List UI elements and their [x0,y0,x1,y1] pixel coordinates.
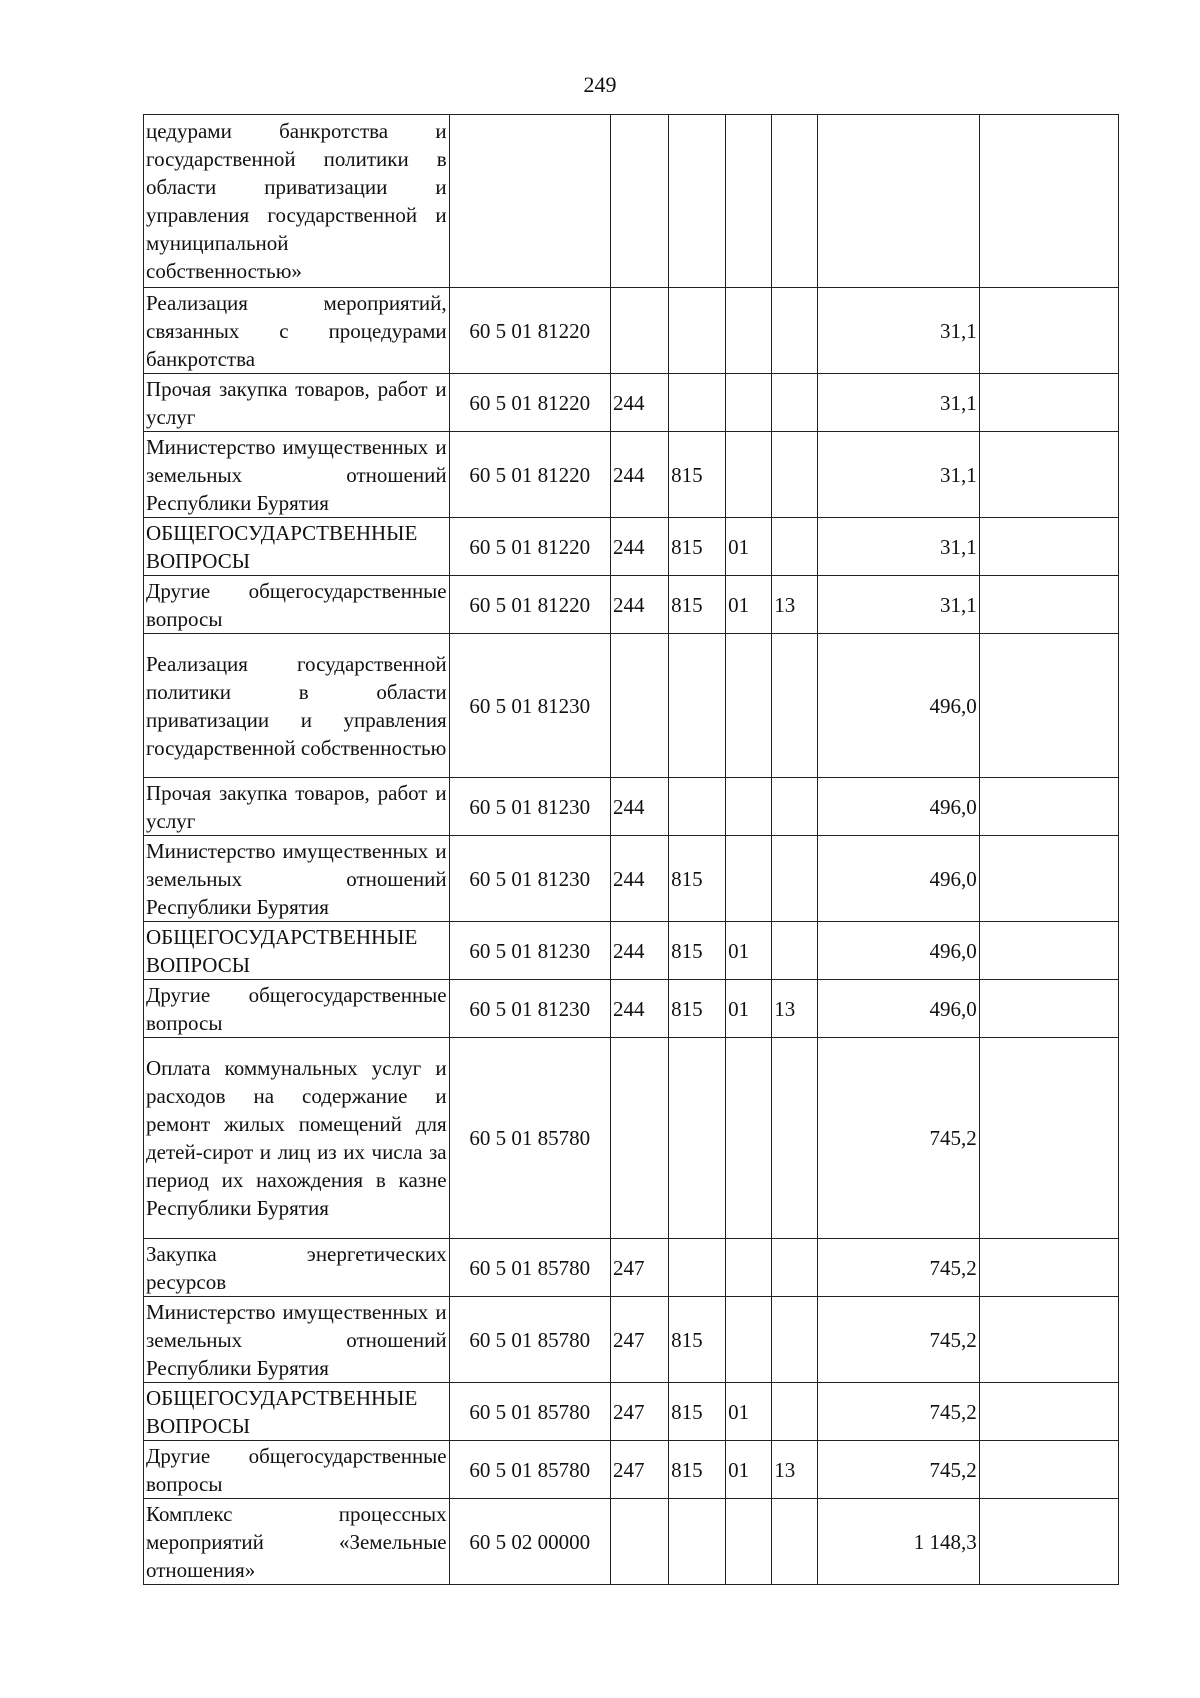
row-gr-cell: 815 [669,432,726,518]
row-pr-cell [772,432,818,518]
row-extra-cell [979,922,1118,980]
row-pr-cell [772,1383,818,1441]
row-name-cell: Министерство имущественных и земельных отношений Республики Бурятия [144,836,450,922]
row-extra-cell [979,1383,1118,1441]
row-pr-cell [772,288,818,374]
row-pr-cell [772,1499,818,1585]
row-code-cell: 60 5 01 81220 [449,576,610,634]
row-extra-cell [979,288,1118,374]
row-rz-cell: 01 [726,1441,772,1499]
budget-table [143,114,1119,1585]
row-vr-cell: 247 [610,1297,668,1383]
row-pr-cell [772,115,818,288]
row-vr-cell [610,288,668,374]
table-row [144,518,1119,576]
row-gr-cell [669,374,726,432]
row-pr-cell [772,836,818,922]
row-vr-cell: 244 [610,374,668,432]
row-extra-cell [979,1297,1118,1383]
table-row [144,374,1119,432]
row-code-cell [449,115,610,288]
row-code-cell: 60 5 01 81230 [449,778,610,836]
row-code-cell: 60 5 01 85780 [449,1441,610,1499]
table-row [144,980,1119,1038]
row-vr-cell: 244 [610,836,668,922]
row-code-cell: 60 5 01 85780 [449,1239,610,1297]
row-sum-cell: 496,0 [818,922,979,980]
table-row [144,836,1119,922]
row-sum-cell: 31,1 [818,374,979,432]
row-vr-cell [610,1499,668,1585]
row-code-cell: 60 5 01 85780 [449,1297,610,1383]
row-pr-cell [772,922,818,980]
table-body [144,115,1119,1585]
row-sum-cell: 496,0 [818,836,979,922]
table-row [144,576,1119,634]
row-name-cell: ОБЩЕГОСУДАРСТВЕННЫЕ ВОПРОСЫ [144,922,450,980]
row-pr-cell [772,374,818,432]
row-gr-cell: 815 [669,576,726,634]
row-name-cell: цедурами банкротства и государственной политики в области приватизации и управления государственной и муниципальной собственностью» [144,115,450,288]
row-pr-cell [772,1038,818,1239]
row-name-cell: Министерство имущественных и земельных отношений Республики Бурятия [144,1297,450,1383]
row-extra-cell [979,576,1118,634]
row-vr-cell [610,1038,668,1239]
row-name-cell: ОБЩЕГОСУДАРСТВЕННЫЕ ВОПРОСЫ [144,518,450,576]
row-vr-cell: 244 [610,576,668,634]
row-vr-cell: 247 [610,1383,668,1441]
row-gr-cell: 815 [669,1297,726,1383]
table-row [144,115,1119,288]
page-number: 249 [583,72,617,97]
row-sum-cell: 31,1 [818,288,979,374]
row-name-cell: Другие общегосударственные вопросы [144,1441,450,1499]
row-pr-cell [772,778,818,836]
row-code-cell: 60 5 01 81220 [449,432,610,518]
table-row [144,634,1119,778]
row-code-cell: 60 5 01 81220 [449,518,610,576]
table-row [144,1297,1119,1383]
row-rz-cell [726,1297,772,1383]
row-name-cell: Министерство имущественных и земельных отношений Республики Бурятия [144,432,450,518]
row-name-cell: Другие общегосударственные вопросы [144,576,450,634]
row-rz-cell: 01 [726,1383,772,1441]
row-pr-cell: 13 [772,576,818,634]
row-name-cell: Прочая закупка товаров, работ и услуг [144,778,450,836]
row-gr-cell: 815 [669,518,726,576]
row-rz-cell [726,778,772,836]
table-row [144,432,1119,518]
row-sum-cell: 496,0 [818,778,979,836]
table-row [144,1239,1119,1297]
row-gr-cell [669,1239,726,1297]
row-code-cell: 60 5 01 81230 [449,980,610,1038]
row-name-cell: Другие общегосударственные вопросы [144,980,450,1038]
row-gr-cell: 815 [669,922,726,980]
row-gr-cell: 815 [669,1383,726,1441]
row-vr-cell: 244 [610,980,668,1038]
row-vr-cell: 244 [610,922,668,980]
row-extra-cell [979,1499,1118,1585]
row-sum-cell: 745,2 [818,1383,979,1441]
row-gr-cell [669,288,726,374]
row-code-cell: 60 5 01 85780 [449,1383,610,1441]
row-code-cell: 60 5 01 81220 [449,374,610,432]
row-rz-cell: 01 [726,922,772,980]
row-code-cell: 60 5 01 81230 [449,922,610,980]
row-extra-cell [979,836,1118,922]
row-vr-cell: 244 [610,518,668,576]
row-rz-cell [726,1239,772,1297]
row-pr-cell: 13 [772,1441,818,1499]
row-sum-cell: 496,0 [818,980,979,1038]
row-sum-cell: 745,2 [818,1441,979,1499]
row-vr-cell: 247 [610,1239,668,1297]
table-row [144,1499,1119,1585]
table-row [144,1038,1119,1239]
row-rz-cell [726,288,772,374]
row-code-cell: 60 5 01 85780 [449,1038,610,1239]
row-vr-cell [610,115,668,288]
row-gr-cell [669,1499,726,1585]
row-gr-cell: 815 [669,836,726,922]
row-extra-cell [979,778,1118,836]
row-extra-cell [979,432,1118,518]
row-sum-cell: 496,0 [818,634,979,778]
row-pr-cell: 13 [772,980,818,1038]
table-row [144,778,1119,836]
row-gr-cell [669,1038,726,1239]
row-extra-cell [979,1239,1118,1297]
row-pr-cell [772,634,818,778]
row-code-cell: 60 5 01 81220 [449,288,610,374]
row-rz-cell [726,634,772,778]
row-rz-cell: 01 [726,980,772,1038]
row-gr-cell: 815 [669,1441,726,1499]
row-sum-cell: 745,2 [818,1239,979,1297]
row-extra-cell [979,115,1118,288]
row-sum-cell: 31,1 [818,576,979,634]
row-vr-cell: 247 [610,1441,668,1499]
row-pr-cell [772,1297,818,1383]
row-rz-cell [726,374,772,432]
row-code-cell: 60 5 02 00000 [449,1499,610,1585]
row-gr-cell [669,634,726,778]
row-name-cell: Реализация мероприятий, связанных с процедурами банкротства [144,288,450,374]
row-vr-cell [610,634,668,778]
row-sum-cell: 745,2 [818,1038,979,1239]
row-sum-cell: 31,1 [818,432,979,518]
row-vr-cell: 244 [610,778,668,836]
row-rz-cell: 01 [726,518,772,576]
row-gr-cell: 815 [669,980,726,1038]
row-rz-cell [726,1499,772,1585]
table-row [144,288,1119,374]
row-name-cell: Реализация государственной политики в области приватизации и управления государственной собственностью [144,634,450,778]
row-pr-cell [772,1239,818,1297]
row-name-cell: ОБЩЕГОСУДАРСТВЕННЫЕ ВОПРОСЫ [144,1383,450,1441]
row-extra-cell [979,980,1118,1038]
row-gr-cell [669,115,726,288]
table-row [144,1441,1119,1499]
row-extra-cell [979,374,1118,432]
row-gr-cell [669,778,726,836]
row-sum-cell: 31,1 [818,518,979,576]
row-name-cell: Закупка энергетических ресурсов [144,1239,450,1297]
table-row [144,1383,1119,1441]
row-code-cell: 60 5 01 81230 [449,836,610,922]
row-rz-cell [726,432,772,518]
row-name-cell: Оплата коммунальных услуг и расходов на содержание и ремонт жилых помещений для детей-сирот и лиц из их числа за период их нахождения в казне Республики Бурятия [144,1038,450,1239]
row-extra-cell [979,634,1118,778]
row-name-cell: Прочая закупка товаров, работ и услуг [144,374,450,432]
row-sum-cell: 1 148,3 [818,1499,979,1585]
row-rz-cell [726,836,772,922]
row-rz-cell: 01 [726,576,772,634]
row-extra-cell [979,1038,1118,1239]
row-vr-cell: 244 [610,432,668,518]
row-name-cell: Комплекс процессных мероприятий «Земельные отношения» [144,1499,450,1585]
row-rz-cell [726,1038,772,1239]
row-extra-cell [979,518,1118,576]
row-sum-cell [818,115,979,288]
row-pr-cell [772,518,818,576]
row-extra-cell [979,1441,1118,1499]
row-rz-cell [726,115,772,288]
row-sum-cell: 745,2 [818,1297,979,1383]
row-code-cell: 60 5 01 81230 [449,634,610,778]
table-row [144,922,1119,980]
